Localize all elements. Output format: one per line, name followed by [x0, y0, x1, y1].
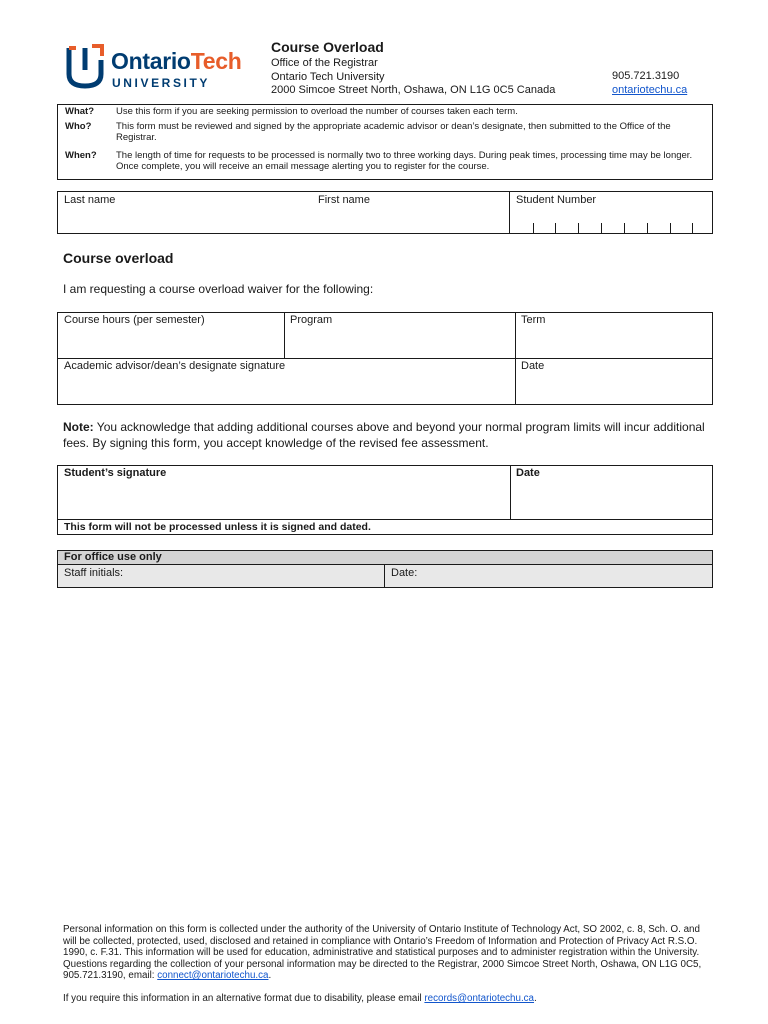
student-number-label: Student Number [516, 194, 597, 206]
term-label: Term [521, 314, 546, 326]
who-label: Who? [65, 121, 92, 132]
student-info-box [57, 191, 713, 234]
student-date-field[interactable] [513, 482, 709, 518]
office-use-box [57, 550, 713, 588]
first-name-label: First name [318, 194, 370, 206]
fee-note [63, 419, 713, 451]
logo-word-ontario: Ontario [111, 48, 191, 74]
university-logo [66, 44, 258, 92]
logo-word-tech: Tech [190, 48, 242, 74]
records-email-link[interactable]: records@ontariotechu.ca [424, 993, 535, 1004]
digit-separator [578, 223, 579, 234]
term-field[interactable] [518, 329, 710, 357]
student-signature-field[interactable] [60, 482, 508, 518]
address: 2000 Simcoe Street North, Oshawa, ON L1G 0C5 Canada [271, 84, 556, 96]
alt-format-notice [63, 993, 713, 1005]
last-name-label: Last name [64, 194, 116, 206]
divider [58, 358, 712, 359]
what-label: What? [65, 106, 95, 117]
privacy-notice [63, 924, 713, 982]
student-signature-label: Student’s signature [64, 467, 167, 479]
digit-separator [601, 223, 602, 234]
note-label: Note: [63, 420, 94, 434]
digit-separator [670, 223, 671, 234]
digit-separator [692, 223, 693, 234]
privacy-text: Personal information on this form is collected under the authority of the University of Ontario Institute of Technology Act, SO 2002, c. 8, Sch. O. and will be collected, protected, used, disclosed and retained in compliance with Ontario’s Freedom of Information and Protection of Privacy Act R.S.O. 1990, c. F.31. This information will be used for education, administrative and statistical purposes and to administer registration within the University. Questions regarding the collection of your personal information may be directed to the Registrar, 2000 Simcoe Street North, Oshawa, ON L1G 0C5, 905.721.3190, email: [63, 924, 702, 982]
first-name-field[interactable] [313, 208, 503, 233]
digit-separator [647, 223, 648, 234]
when-text: The length of time for requests to be processed is normally two to three working days. During peak times, processing time may be longer. Once complete, you will receive an email message alerting you to register for the course. [116, 150, 693, 172]
note-text: You acknowledge that adding additional courses above and beyond your normal program limits will incur additional fees. By signing this form, you accept knowledge of the revised fee assessment. [63, 420, 705, 450]
phone-number: 905.721.3190 [612, 70, 680, 82]
signature-warning: This form will not be processed unless it is signed and dated. [58, 519, 712, 534]
digit-separator [624, 223, 625, 234]
form-title: Course Overload [271, 39, 384, 55]
advisor-date-field[interactable] [518, 375, 710, 403]
student-date-label: Date [516, 467, 540, 479]
student-number-field[interactable] [513, 208, 711, 233]
logo-wordmark [111, 47, 241, 75]
when-label: When? [65, 150, 97, 161]
request-table [57, 312, 713, 405]
section-title: Course overload [63, 250, 174, 266]
office-date-field[interactable] [428, 566, 708, 586]
divider [509, 192, 510, 233]
advisor-signature-field[interactable] [60, 375, 513, 403]
university-name: Ontario Tech University [271, 71, 385, 83]
program-field[interactable] [287, 329, 513, 357]
office-name: Office of the Registrar [271, 57, 378, 69]
student-signature-box [57, 465, 713, 535]
divider [384, 565, 385, 587]
what-text: Use this form if you are seeking permission to overload the number of courses taken each term. [116, 106, 518, 117]
program-label: Program [290, 314, 333, 326]
digit-separator [555, 223, 556, 234]
who-text: This form must be reviewed and signed by the appropriate academic advisor or dean’s designate, then submitted to the Office of the Registrar. [116, 121, 671, 143]
connect-email-link[interactable]: connect@ontariotechu.ca [157, 970, 269, 982]
staff-initials-field[interactable] [138, 566, 378, 586]
course-hours-label: Course hours (per semester) [64, 314, 205, 326]
logo-subtitle: UNIVERSITY [112, 76, 211, 90]
privacy-end: . [268, 970, 272, 982]
course-hours-field[interactable] [60, 329, 282, 357]
advisor-signature-label: Academic advisor/dean’s designate signature [64, 360, 286, 372]
instructions-box [57, 104, 713, 180]
advisor-date-label: Date [521, 360, 545, 372]
office-use-title: For office use only [58, 551, 712, 565]
last-name-field[interactable] [58, 208, 308, 233]
ontario-tech-shield-icon [66, 44, 104, 90]
staff-initials-label: Staff initials: [64, 567, 124, 579]
office-date-label: Date: [391, 567, 418, 579]
alt-format-text: If you require this information in an alternative format due to disability, please email [63, 993, 425, 1004]
website-link[interactable]: ontariotechu.ca [612, 84, 688, 96]
divider [284, 313, 285, 359]
alt-format-end: . [534, 993, 537, 1004]
divider [510, 466, 511, 519]
digit-separator [533, 223, 534, 234]
request-intro: I am requesting a course overload waiver for the following: [63, 282, 374, 296]
